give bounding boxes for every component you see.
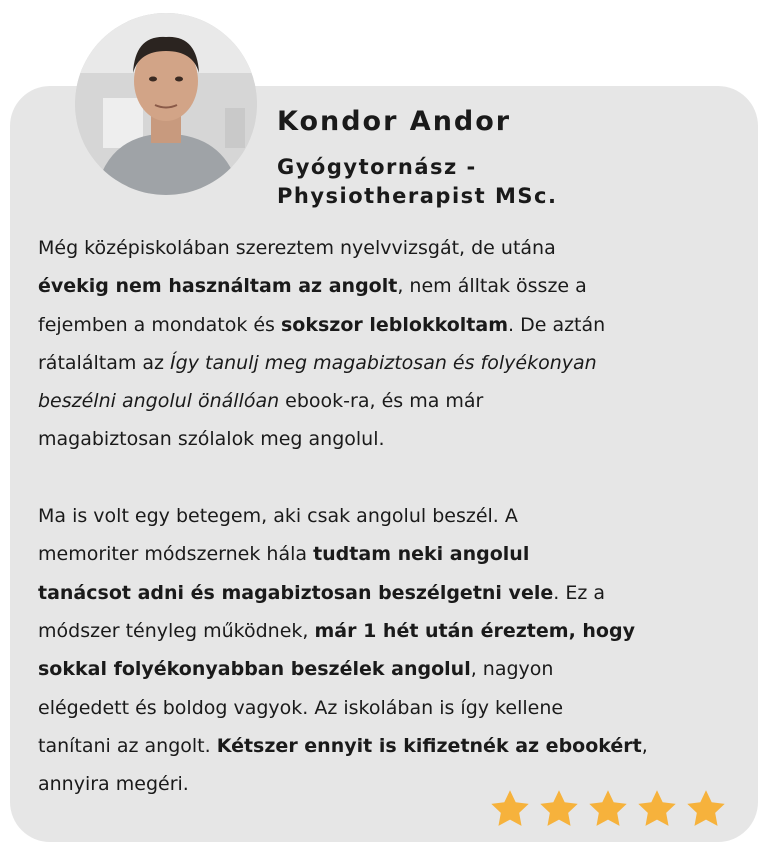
review-line: [38, 420, 738, 458]
bold-text: tanácsot adni és magabiztosan beszélgetni vele: [38, 581, 554, 604]
review-line: [38, 344, 738, 382]
text: magabiztosan szólalok meg angolul.: [38, 428, 385, 451]
star-icon: [488, 787, 532, 831]
bold-text: már 1 hét után éreztem, hogy: [314, 619, 635, 642]
text: memoriter módszernek hála: [38, 543, 314, 566]
text: módszer tényleg működnek,: [38, 619, 315, 642]
star-rating: [488, 787, 733, 831]
review-line: [38, 229, 738, 267]
reviewer-name: Kondor Andor: [277, 106, 512, 137]
text: ebook-ra, és ma már: [279, 390, 484, 413]
bold-text: Kétszer ennyit is kifizetnék az ebookért: [216, 734, 642, 757]
review-line: [38, 535, 738, 573]
text: , nem álltak össze a: [397, 275, 587, 298]
italic-text: beszélni angolul önállóan: [38, 390, 280, 413]
bold-text: évekig nem használtam az angolt: [38, 275, 398, 298]
text: rátaláltam az: [38, 351, 171, 374]
text: , nagyon: [470, 658, 554, 681]
reviewer-title-line: Gyógytornász -: [277, 155, 477, 179]
italic-text: Így tanulj meg magabiztosan és folyékonyan: [170, 351, 597, 374]
text: fejemben a mondatok és: [38, 313, 281, 336]
text: elégedett és boldog vagyok. Az iskolában is így kellene: [38, 696, 564, 719]
text: ,: [641, 734, 648, 757]
text: tanítani az angolt.: [38, 734, 217, 757]
review-line: [38, 689, 738, 727]
review-line: [38, 267, 738, 305]
reviewer-title-line: Physiotherapist MSc.: [277, 184, 558, 208]
text: Ma is volt egy betegem, aki csak angolul beszél. A: [38, 505, 518, 528]
review-line: [38, 727, 738, 765]
review-line: [38, 306, 738, 344]
avatar: [75, 13, 257, 195]
text: annyira megéri.: [38, 773, 189, 796]
bold-text: sokkal folyékonyabban beszélek angolul: [38, 658, 471, 681]
review-text: [38, 229, 738, 803]
review-line: [38, 650, 738, 688]
paragraph-gap: [38, 459, 738, 497]
reviewer-title: [277, 153, 557, 211]
star-icon: [586, 787, 630, 831]
text: . Ez a: [553, 581, 605, 604]
star-icon: [537, 787, 581, 831]
star-icon: [684, 787, 728, 831]
bold-text: tudtam neki angolul: [313, 543, 530, 566]
bold-text: sokszor leblokkoltam: [281, 313, 508, 336]
review-line: [38, 574, 738, 612]
text: Még középiskolában szereztem nyelvvizsgát, de utána: [38, 237, 556, 259]
star-icon: [635, 787, 679, 831]
review-line: [38, 497, 738, 535]
review-line: [38, 382, 738, 420]
text: . De aztán: [508, 313, 606, 336]
review-line: [38, 612, 738, 650]
